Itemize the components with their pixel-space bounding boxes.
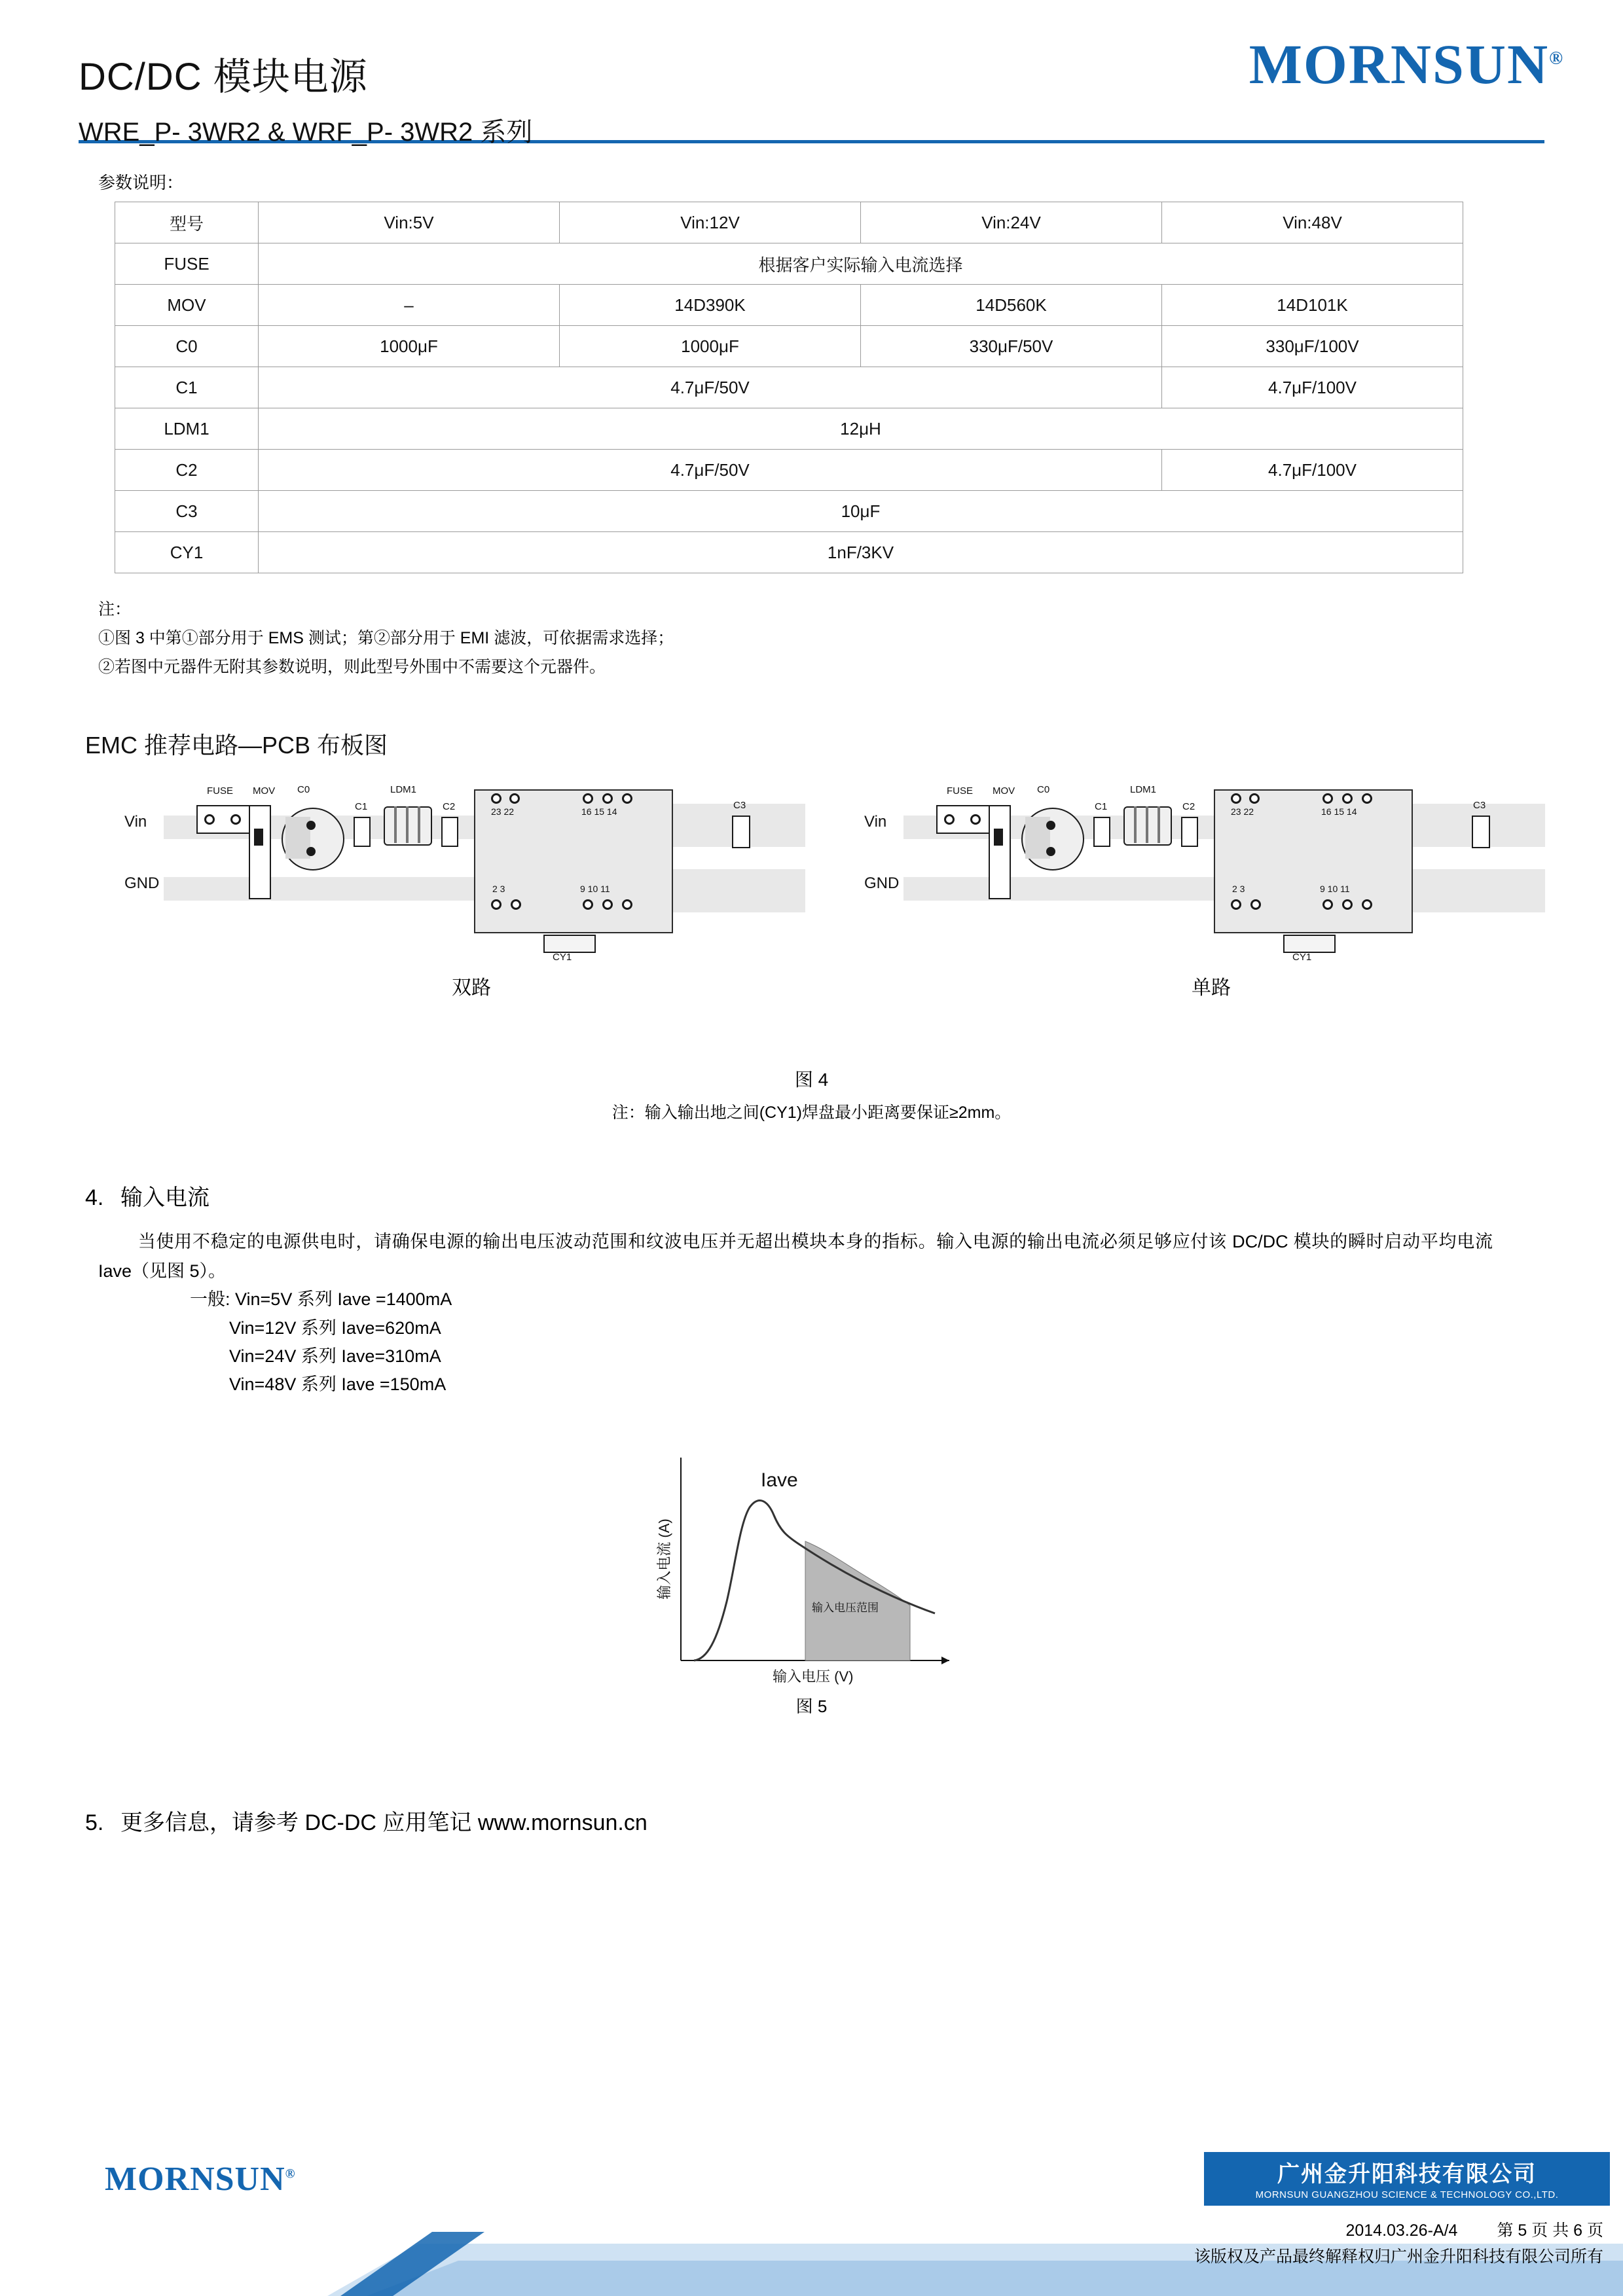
section-4-paragraph xyxy=(98,1227,1493,1285)
note-line-1: ①图 3 中第①部分用于 EMS 测试；第②部分用于 EMI 滤波，可依据需求选择； xyxy=(98,628,674,647)
row-label-fuse: FUSE xyxy=(115,243,259,285)
pcb-gnd-label: GND xyxy=(864,874,900,893)
row-label-c3: C3 xyxy=(115,491,259,532)
page-footer xyxy=(0,2145,1623,2296)
notes-block xyxy=(98,596,1544,681)
page-subtitle: WRE_P- 3WR2 & WRF_P- 3WR2 系列 xyxy=(79,118,533,147)
ldm1-core-3 xyxy=(418,806,420,843)
col-header-model: 型号 xyxy=(115,202,259,243)
company-name-en: MORNSUN GUANGZHOU SCIENCE & TECHNOLOGY CO.,LTD. xyxy=(1255,2189,1559,2200)
brand-name: MORNSUN xyxy=(1249,33,1550,96)
figure-4-label: 图 4 xyxy=(794,1069,829,1090)
table-row xyxy=(115,326,1463,367)
part-c1 xyxy=(354,817,371,847)
cell-ldm1-all: 12μH xyxy=(259,408,1463,450)
figure-4-note: 注：输入输出地之间(CY1)焊盘最小距离要保证≥2mm。 xyxy=(611,1103,1012,1122)
pin-group-top-left: 23 22 xyxy=(1231,806,1254,817)
part-c3 xyxy=(732,816,750,848)
label-cy1: CY1 xyxy=(1292,952,1312,963)
footer-brand-mark: ® xyxy=(285,2166,296,2181)
cell-c0-24v: 330μF/50V xyxy=(861,326,1162,367)
mov-body xyxy=(254,829,263,846)
pin-group-bottom-left: 2 3 xyxy=(1232,884,1245,895)
label-cy1: CY1 xyxy=(553,952,572,963)
note-line-2: ②若图中元器件无附其参数说明，则此型号外围中不需要这个元器件。 xyxy=(98,657,606,676)
page-title: DC/DC 模块电源 xyxy=(79,56,368,98)
label-c1: C1 xyxy=(355,801,368,813)
cell-mov-24v: 14D560K xyxy=(861,285,1162,326)
pcb-unit-single xyxy=(864,778,1571,999)
label-c1: C1 xyxy=(1095,801,1108,813)
figure-5-label: 图 5 xyxy=(795,1696,828,1717)
part-c3 xyxy=(1472,816,1490,848)
label-mov: MOV xyxy=(993,785,1015,797)
table-row xyxy=(115,285,1463,326)
label-c3: C3 xyxy=(1473,800,1486,812)
iave-line-24v: Vin=24V 系列 Iave=310mA xyxy=(229,1346,441,1366)
part-mov xyxy=(249,805,271,899)
part-c2 xyxy=(441,817,458,847)
table-row xyxy=(115,243,1463,285)
part-mov xyxy=(989,805,1011,899)
pin-group-bottom-right: 9 10 11 xyxy=(1320,884,1350,895)
x-axis-arrow xyxy=(941,1657,949,1664)
section-5-heading xyxy=(85,1804,1544,1837)
col-header-vin48: Vin:48V xyxy=(1162,202,1463,243)
label-ldm1: LDM1 xyxy=(1130,784,1157,796)
chart-svg xyxy=(609,1444,1015,1706)
row-label-c1: C1 xyxy=(115,367,259,408)
label-fuse: FUSE xyxy=(207,785,234,797)
copyright-notice: 该版权及产品最终解释权归广州金升阳科技有限公司所有 xyxy=(1194,2248,1603,2266)
company-badge xyxy=(1204,2152,1610,2206)
table-row xyxy=(115,532,1463,573)
table-row xyxy=(115,367,1463,408)
pcb-unit-dual xyxy=(124,778,831,999)
label-fuse: FUSE xyxy=(947,785,974,797)
ldm1-core-1 xyxy=(1134,806,1137,843)
cell-mov-48v: 14D101K xyxy=(1162,285,1463,326)
page-number: 第 5 页 共 6 页 xyxy=(1497,2221,1603,2240)
cell-c2-48v: 4.7μF/100V xyxy=(1162,450,1463,491)
col-header-vin5: Vin:5V xyxy=(259,202,560,243)
label-ldm1: LDM1 xyxy=(390,784,417,796)
table-row xyxy=(115,450,1463,491)
part-cy1 xyxy=(543,935,596,953)
iave-line-48v: Vin=48V 系列 Iave =150mA xyxy=(229,1374,447,1394)
cell-c0-12v: 1000μF xyxy=(560,326,861,367)
pcb-right-caption: 单路 xyxy=(1192,977,1231,999)
label-c2: C2 xyxy=(443,801,456,813)
mov-body xyxy=(994,829,1003,846)
section-4-number: 4. xyxy=(85,1185,104,1211)
label-c0: C0 xyxy=(1037,784,1050,796)
section-5-title: 更多信息，请参考 DC-DC 应用笔记 www.mornsun.cn xyxy=(120,1810,647,1836)
ldm1-core-2 xyxy=(1146,806,1148,843)
chart-xlabel: 输入电压 (V) xyxy=(772,1668,853,1685)
ldm1-core-2 xyxy=(406,806,409,843)
pin-group-bottom-right: 9 10 11 xyxy=(580,884,610,895)
pcb-left-caption: 双路 xyxy=(452,977,491,999)
pin-group-top-right: 16 15 14 xyxy=(581,806,617,817)
col-header-vin12: Vin:12V xyxy=(560,202,861,243)
pcb-gnd-label: GND xyxy=(124,874,160,893)
footer-brand-name: MORNSUN xyxy=(105,2161,285,2198)
chart-annotation: 输入电压范围 xyxy=(811,1602,879,1615)
cell-mov-5v: – xyxy=(259,285,560,326)
pin-group-bottom-left: 2 3 xyxy=(492,884,505,895)
pcb-vin-label: Vin xyxy=(124,813,147,831)
cell-c3-all: 10μF xyxy=(259,491,1463,532)
table-row xyxy=(115,491,1463,532)
label-c0: C0 xyxy=(297,784,310,796)
footer-line-1 xyxy=(1194,2217,1603,2244)
cell-c1-48v: 4.7μF/100V xyxy=(1162,367,1463,408)
parameters-table xyxy=(115,202,1463,573)
part-cy1 xyxy=(1283,935,1336,953)
iave-curve-chart xyxy=(609,1444,1015,1717)
table-row xyxy=(115,408,1463,450)
cell-c2-low: 4.7μF/50V xyxy=(259,450,1162,491)
brand-logo xyxy=(1249,33,1564,96)
cell-c0-48v: 330μF/100V xyxy=(1162,326,1463,367)
label-c2: C2 xyxy=(1182,801,1195,813)
cell-fuse-all: 根据客户实际输入电流选择 xyxy=(259,243,1463,285)
footer-meta xyxy=(1194,2217,1603,2270)
ldm1-core-3 xyxy=(1158,806,1160,843)
section-5-number: 5. xyxy=(85,1810,104,1836)
cell-cy1-all: 1nF/3KV xyxy=(259,532,1463,573)
row-label-c2: C2 xyxy=(115,450,259,491)
section-4-paragraph-text: 当使用不稳定的电源供电时，请确保电源的输出电压波动范围和纹波电压并无超出模块本身的指标。输入电源的输出电流必须足够应付该 DC/DC 模块的瞬时启动平均电流 Iave（见图 5）。 xyxy=(98,1232,1493,1281)
row-label-c0: C0 xyxy=(115,326,259,367)
page-header xyxy=(0,0,1623,147)
pcb-vin-label: Vin xyxy=(864,813,887,831)
label-mov: MOV xyxy=(253,785,276,797)
pin-group-top-left: 23 22 xyxy=(491,806,515,817)
notes-title: 注： xyxy=(98,600,132,619)
label-c3: C3 xyxy=(733,800,746,812)
iave-line-5v: 一般: Vin=5V 系列 Iave =1400mA xyxy=(190,1289,452,1310)
iave-line-12v: Vin=12V 系列 Iave=620mA xyxy=(229,1318,441,1338)
ldm1-core-1 xyxy=(394,806,397,843)
row-label-ldm1: LDM1 xyxy=(115,408,259,450)
cell-c1-low: 4.7μF/50V xyxy=(259,367,1162,408)
section-4-heading xyxy=(85,1179,1544,1211)
chart-title: Iave xyxy=(760,1469,798,1492)
footer-brand-logo xyxy=(105,2160,296,2198)
row-label-mov: MOV xyxy=(115,285,259,326)
row-label-cy1: CY1 xyxy=(115,532,259,573)
cell-c0-5v: 1000μF xyxy=(259,326,560,367)
pcb-layout-figure xyxy=(124,778,1591,999)
part-c2 xyxy=(1181,817,1198,847)
emc-section-title: EMC 推荐电路—PCB 布板图 xyxy=(85,732,388,759)
chart-ylabel: 输入电流 (A) xyxy=(655,1518,672,1600)
part-c1 xyxy=(1093,817,1110,847)
section-4-title: 输入电流 xyxy=(120,1185,210,1211)
brand-registered-mark: ® xyxy=(1549,48,1564,69)
cell-mov-12v: 14D390K xyxy=(560,285,861,326)
params-caption: 参数说明： xyxy=(98,173,184,192)
col-header-vin24: Vin:24V xyxy=(861,202,1162,243)
table-header-row xyxy=(115,202,1463,243)
document-version: 2014.03.26-A/4 xyxy=(1345,2221,1458,2240)
company-name-cn: 广州金升阳科技有限公司 xyxy=(1277,2162,1537,2187)
pin-group-top-right: 16 15 14 xyxy=(1321,806,1357,817)
